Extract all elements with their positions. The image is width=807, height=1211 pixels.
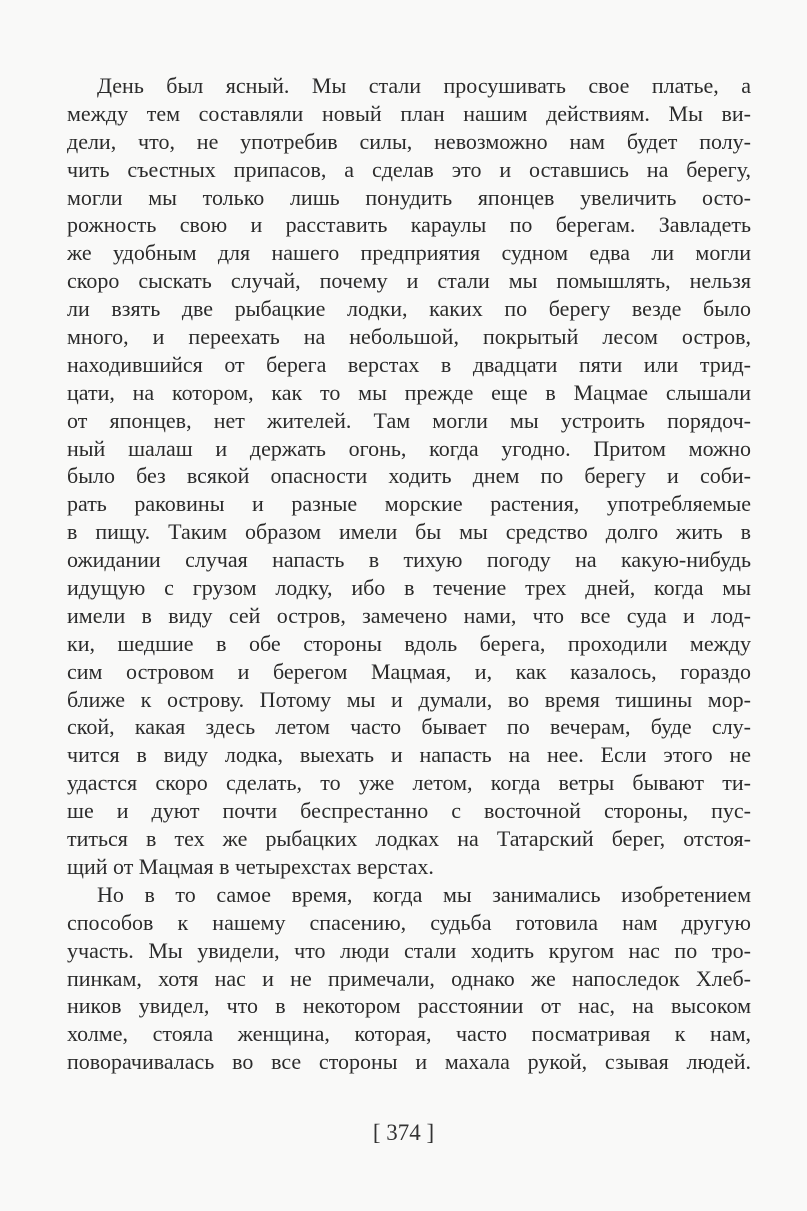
text-line: могли мы только лишь понудить японцев увеличить осто-: [67, 184, 751, 210]
text-line: ли взять две рыбацкие лодки, каких по берегу везде было: [67, 296, 751, 322]
text-line: участь. Мы увидели, что люди стали ходить кругом нас по тро-: [67, 937, 751, 963]
text-line: было без всякой опасности ходить днем по берегу и соби-: [67, 463, 751, 489]
text-line: идущую с грузом лодку, ибо в течение трех дней, когда мы: [67, 575, 751, 601]
text-line: цати, на котором, как то мы прежде еще в Мацмае слышали: [67, 379, 751, 405]
text-line: ников увидел, что в некотором расстоянии от нас, на высоком: [67, 993, 751, 1019]
text-line: пинкам, хотя нас и не примечали, однако же напоследок Хлеб-: [67, 965, 751, 991]
text-line: чить съестных припасов, а сделав это и оставшись на берегу,: [67, 156, 751, 182]
text-line: титься в тех же рыбацких лодках на Татарский берег, отстоя-: [67, 826, 751, 852]
text-line: имели в виду сей остров, замечено нами, что все суда и лод-: [67, 602, 751, 628]
text-line: ше и дуют почти беспрестанно с восточной стороны, пус-: [67, 798, 751, 824]
text-line: поворачивалась во все стороны и махала рукой, сзывая людей.: [67, 1049, 751, 1075]
text-line: в пищу. Таким образом имели бы мы средство долго жить в: [67, 519, 751, 545]
text-line: ожидании случая напасть в тихую погоду на какую-нибудь: [67, 547, 751, 573]
text-line: сим островом и берегом Мацмая, и, как казалось, гораздо: [67, 658, 751, 684]
page-body: [67, 72, 751, 1076]
text-line: между тем составляли новый план нашим действиям. Мы ви-: [67, 100, 751, 126]
text-line: ближе к острову. Потому мы и думали, во время тишины мор-: [67, 686, 751, 712]
text-line: ный шалаш и держать огонь, когда угодно. Притом можно: [67, 435, 751, 461]
paragraph: [67, 72, 751, 881]
text-line: же удобным для нашего предприятия судном едва ли могли: [67, 240, 751, 266]
paragraph: [67, 881, 751, 1076]
text-line: холме, стояла женщина, которая, часто посматривая к нам,: [67, 1021, 751, 1047]
text-line: рать раковины и разные морские растения, употребляемые: [67, 491, 751, 517]
text-line: ской, какая здесь летом часто бывает по вечерам, буде слу-: [67, 714, 751, 740]
text-line: щий от Мацмая в четырехстах верстах.: [67, 853, 434, 879]
text-line: рожность свою и расставить караулы по берегам. Завладеть: [67, 212, 751, 238]
text-line: скоро сыскать случай, почему и стали мы помышлять, нельзя: [67, 268, 751, 294]
text-line: способов к нашему спасению, судьба готовила нам другую: [67, 909, 751, 935]
text-line: ки, шедшие в обе стороны вдоль берега, проходили между: [67, 630, 751, 656]
text-line: много, и переехать на небольшой, покрытый лесом остров,: [67, 324, 751, 350]
text-line: от японцев, нет жителей. Там могли мы устроить порядоч-: [67, 407, 751, 433]
text-line: День был ясный. Мы стали просушивать свое платье, а: [97, 73, 751, 98]
text-line: дели, что, не употребив силы, невозможно нам будет полу-: [67, 128, 751, 154]
text-line: чится в виду лодка, выехать и напасть на нее. Если этого не: [67, 742, 751, 768]
text-line: находившийся от берега верстах в двадцати пяти или трид-: [67, 351, 751, 377]
page-number: [ 374 ]: [372, 1120, 435, 1145]
text-line: Но в то самое время, когда мы занимались изобретением: [97, 881, 751, 907]
text-line: удастся скоро сделать, то уже летом, когда ветры бывают ти-: [67, 770, 751, 796]
